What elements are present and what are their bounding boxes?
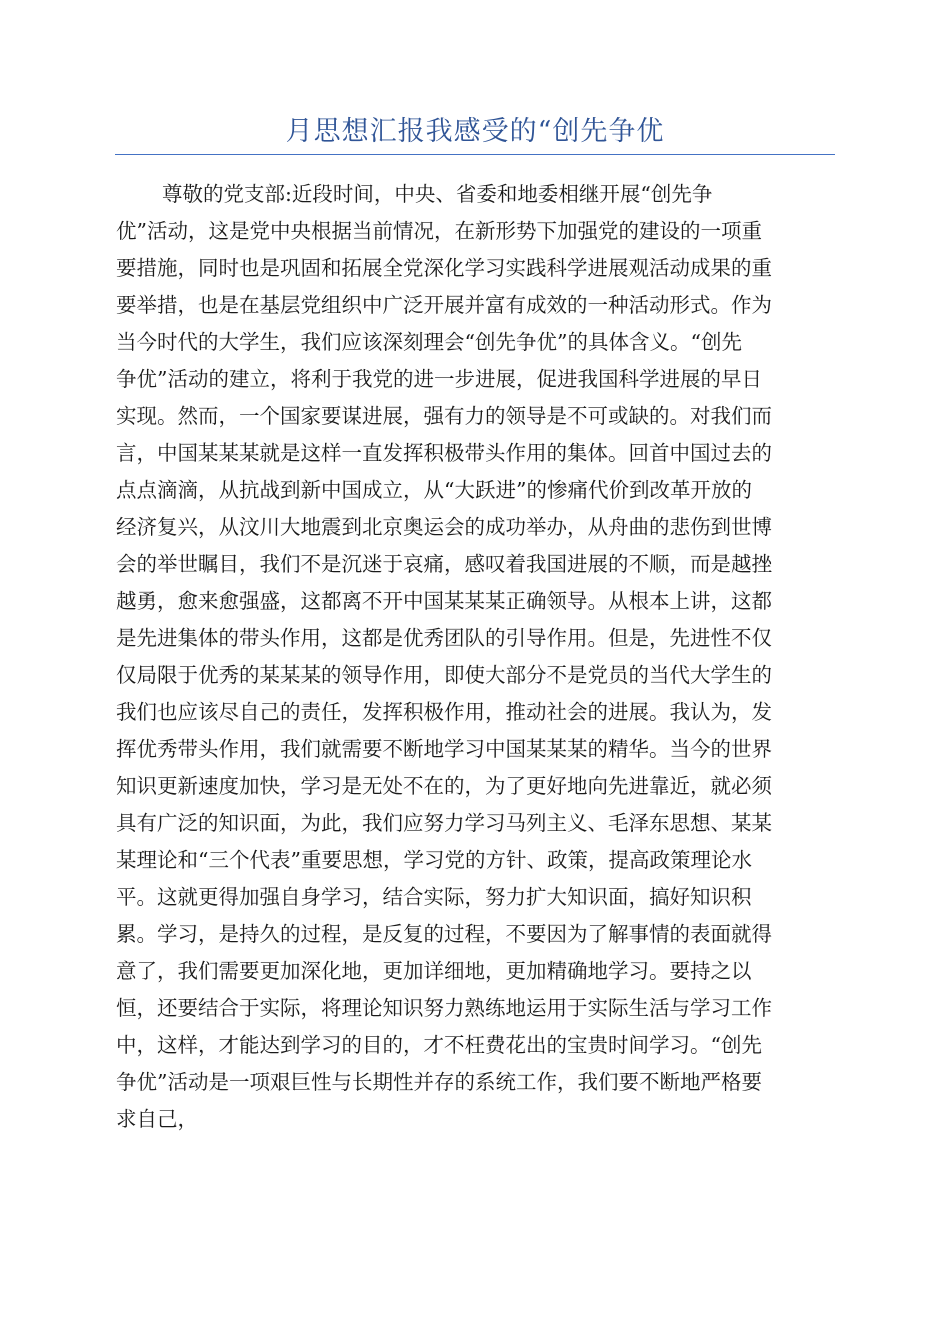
document-title: 月思想汇报我感受的“创先争优 — [285, 116, 665, 147]
paragraph-line: 要措施，同时也是巩固和拓展全党深化学习实践科学进展观活动成果的重 — [116, 256, 772, 280]
paragraph-line: 言，中国某某某就是这样一直发挥积极带头作用的集体。回首中国过去的 — [116, 441, 772, 465]
paragraph-line: 中，这样，才能达到学习的目的，才不枉费花出的宝贵时间学习。“创先 — [116, 1033, 762, 1057]
paragraph-line: 意了，我们需要更加深化地，更加详细地，更加精确地学习。要持之以 — [116, 959, 752, 983]
document-body — [116, 176, 836, 1138]
paragraph-line: 争优”活动的建立，将利于我党的进一步进展，促进我国科学进展的早日 — [116, 367, 762, 391]
paragraph-line: 某理论和“三个代表”重要思想，学习党的方针、政策，提高政策理论水 — [116, 848, 752, 872]
paragraph-line: 优”活动，这是党中央根据当前情况，在新形势下加强党的建设的一项重 — [116, 219, 762, 243]
paragraph-line: 恒，还要结合于实际，将理论知识努力熟练地运用于实际生活与学习工作 — [116, 996, 772, 1020]
paragraph-line: 我们也应该尽自己的责任，发挥积极作用，推动社会的进展。我认为，发 — [116, 700, 772, 724]
paragraph-line: 求自己， — [116, 1107, 198, 1131]
paragraph-line: 具有广泛的知识面，为此，我们应努力学习马列主义、毛泽东思想、某某 — [116, 811, 772, 835]
paragraph-line: 要举措，也是在基层党组织中广泛开展并富有成效的一种活动形式。作为 — [116, 293, 772, 317]
paragraph-line: 平。这就更得加强自身学习，结合实际，努力扩大知识面，搞好知识积 — [116, 885, 752, 909]
paragraph-line: 当今时代的大学生，我们应该深刻理会“创先争优”的具体含义。“创先 — [116, 330, 742, 354]
paragraph-line: 挥优秀带头作用，我们就需要不断地学习中国某某某的精华。当今的世界 — [116, 737, 772, 761]
paragraph-line: 知识更新速度加快，学习是无处不在的，为了更好地向先进靠近，就必须 — [116, 774, 772, 798]
title-underline — [115, 154, 835, 155]
paragraph-line: 实现。然而，一个国家要谋进展，强有力的领导是不可或缺的。对我们而 — [116, 404, 772, 428]
paragraph-line: 越勇，愈来愈强盛，这都离不开中国某某某正确领导。从根本上讲，这都 — [116, 589, 772, 613]
paragraph-line: 经济复兴，从汶川大地震到北京奥运会的成功举办，从舟曲的悲伤到世博 — [116, 515, 772, 539]
paragraph-line: 会的举世瞩目，我们不是沉迷于哀痛，感叹着我国进展的不顺，而是越挫 — [116, 552, 772, 576]
paragraph-line: 争优”活动是一项艰巨性与长期性并存的系统工作，我们要不断地严格要 — [116, 1070, 762, 1094]
paragraph-line: 尊敬的党支部:近段时间，中央、省委和地委相继开展“创先争 — [162, 182, 713, 206]
paragraph-line: 仅局限于优秀的某某某的领导作用，即使大部分不是党员的当代大学生的 — [116, 663, 772, 687]
paragraph-line: 累。学习，是持久的过程，是反复的过程，不要因为了解事情的表面就得 — [116, 922, 772, 946]
paragraph-line: 是先进集体的带头作用，这都是优秀团队的引导作用。但是，先进性不仅 — [116, 626, 772, 650]
paragraph-line: 点点滴滴，从抗战到新中国成立，从“大跃进”的惨痛代价到改革开放的 — [116, 478, 752, 502]
